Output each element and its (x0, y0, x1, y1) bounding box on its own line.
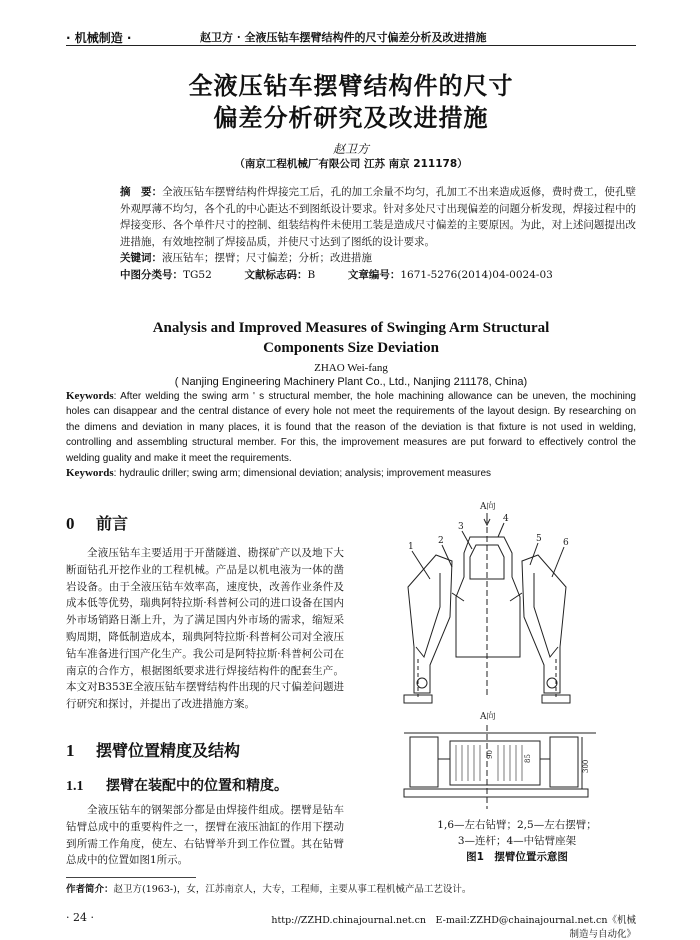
abstract-label: 摘 要： (120, 186, 163, 198)
section-0-paragraph: 全液压钻车主要适用于开凿隧道、勘探矿产以及地下大断面钻孔开挖作业的工程机械。产品是以机电液为一体的凿岩设备。由于全液压钻车效率高，速度快，改善作业条件及成本低等优势，瑞典阿特拉斯·科普柯公司的进口设备在国内外市场销路日渐上升，为了满足国内外市场的需求，缩短采购周期，降低制造成本，瑞典阿特拉斯·科普柯公司对全液压钻车准备进行国产化生产。我公司是阿特拉斯·科普柯公司在南京的合作方，根据图纸要求进行焊接结构件的配套生产。本文对B353E全液压钻车摆臂结构件出现的尺寸偏差问题进行研究和探讨，并提出了改进措施方案。 (66, 547, 344, 711)
left-arm (408, 555, 452, 693)
doc-code-value: B (307, 268, 316, 281)
section-base (404, 789, 588, 797)
dim-85: 85 (524, 754, 532, 763)
subsection-1-1-number: 1.1 (66, 779, 84, 794)
callout-1: 1 (408, 542, 414, 552)
section-0-heading (66, 511, 128, 534)
left-arm-detail (416, 573, 440, 657)
section-1-heading (66, 738, 240, 761)
right-arm (522, 555, 566, 693)
journal-section: · 机械制造 · (66, 31, 132, 45)
section-0-title: 前言 (96, 514, 129, 533)
callout-4: 4 (503, 514, 509, 524)
keywords-line (120, 250, 636, 267)
abstract-text: 全液压钻车摆臂结构件焊接完工后，孔的加工余量不均匀，孔加工不出来造成返修，费时费工，使孔壁外观厚薄不均匀，各个孔的中心距达不到图纸设计要求。针对多处尺寸出现偏差的问题分析发现，焊接过程中的焊接变形、各个单件尺寸的控制、组装结构件未使用工装是造成尺寸偏差的主要原因。为此，对上述问题提出改进措施，有效地控制了焊接品质，并使尺寸达到了图纸的设计要求。 (120, 186, 636, 248)
figure-1-legend (392, 817, 642, 865)
english-keywords-text: : hydraulic driller; swing arm; dimensional deviation; analysis; improvement measures (113, 468, 492, 479)
callout-6: 6 (563, 538, 569, 548)
callout-5: 5 (536, 534, 542, 544)
english-abstract-text: : After welding the swing arm ' s structural member, the hole machining allowance can be uneven, the mochining holes can disappear and the central distance of every hole not meet the requirements of the layout design. By researching on the dimens and deviation in many places, it is found that the reason of the deviation is that fixture is not used in welding, controlling and assembling structural member. For this, the improvement measures are put forward to effectively control the welding guality and make it meet the requirements. (66, 391, 636, 464)
english-keywords-label: Keywords (66, 467, 114, 479)
figure-1-legend-line1: 1,6—左右钻臂；2,5—左右摆臂； (437, 819, 597, 831)
section-right-block (550, 737, 578, 787)
figure-1-drawing (400, 497, 600, 813)
english-abstract-label: Keywords (66, 390, 114, 402)
dim-300: 300 (582, 759, 590, 773)
page-number: · 24 · (66, 911, 94, 924)
footer-url: http://ZZHD.chinajournal.net.cn E-mail:ZZHD@chainajournal.net.cn《机械制造与自动化》 (271, 915, 636, 940)
figure-a-view-label-top: A向 (480, 502, 496, 512)
article-no-value: 1671-5276(2014)04-0024-03 (400, 268, 553, 281)
subsection-1-1-title: 摆臂在装配中的位置和精度。 (106, 778, 288, 794)
link-left (452, 593, 464, 601)
leader-5 (530, 543, 538, 565)
keywords-label: 关键词： (120, 252, 162, 265)
leader-2 (442, 545, 452, 567)
author-note-text: 赵卫方(1963-)，女，江苏南京人，大专，工程师，主要从事工程机械产品工艺设计。 (113, 884, 472, 895)
english-abstract (66, 389, 636, 466)
figure-a-view-label-mid: A向 (480, 712, 496, 722)
section-1-paragraph: 全液压钻车的钢架部分都是由焊接件组成。摆臂是钻车钻臂总成中的重要构件之一，摆臂在液压油缸的作用下摆动到所需工作角度，使左、右钻臂举升到工作位置。其在钻臂总成中的位置如图1所示。 (66, 804, 344, 867)
english-affiliation: ( Nanjing Engineering Machinery Plant Co., Ltd., Nanjing 211178, China) (174, 376, 528, 388)
section-0-number: 0 (66, 514, 75, 533)
dim-90: 90 (486, 750, 494, 759)
abstract-block (120, 184, 636, 284)
clc-value: TG52 (183, 268, 212, 281)
english-keywords (66, 467, 636, 479)
callout-2: 2 (438, 536, 444, 546)
leader-4 (498, 523, 504, 537)
figure-1-legend-line2: 3—连杆；4—中钻臂座架 (457, 835, 577, 847)
affiliation: （南京工程机械厂有限公司 江苏 南京 211178） (234, 158, 468, 170)
author: 赵卫方 (332, 142, 369, 156)
english-title-line1: Analysis and Improved Measures of Swinging Arm Structural (152, 320, 550, 336)
section-0-body (66, 545, 344, 713)
classification-line (120, 267, 636, 284)
english-title-line2: Components Size Deviation (263, 340, 439, 356)
section-1-body (66, 802, 344, 869)
right-arm-detail (534, 573, 558, 657)
keywords: 液压钻车；摆臂；尺寸偏差；分析；改进措施 (162, 252, 372, 265)
figure-1-caption: 图1 摆臂位置示意图 (466, 851, 568, 863)
footnote-rule (66, 877, 196, 878)
author-note (66, 881, 471, 895)
section-left-block (410, 737, 438, 787)
english-author: ZHAO Wei-fang (314, 362, 388, 374)
paper-title-line1: 全液压钻车摆臂结构件的尺寸 (188, 72, 514, 100)
subsection-1-1-heading (66, 775, 288, 795)
article-no-label: 文章编号： (347, 268, 401, 281)
doc-code-label: 文献标志码： (244, 268, 308, 281)
section-1-number: 1 (66, 741, 75, 760)
section-1-title: 摆臂位置精度及结构 (96, 741, 241, 760)
running-title: 赵卫方 · 全液压钻车摆臂结构件的尺寸偏差分析及改进措施 (200, 31, 487, 44)
english-title (66, 318, 636, 358)
header-rule (66, 45, 636, 46)
center-carrier (456, 537, 520, 657)
clc-label: 中图分类号： (120, 268, 183, 281)
author-note-label: 作者简介： (66, 884, 114, 895)
callout-3: 3 (458, 522, 464, 532)
paper-title-line2: 偏差分析研究及改进措施 (213, 104, 489, 132)
